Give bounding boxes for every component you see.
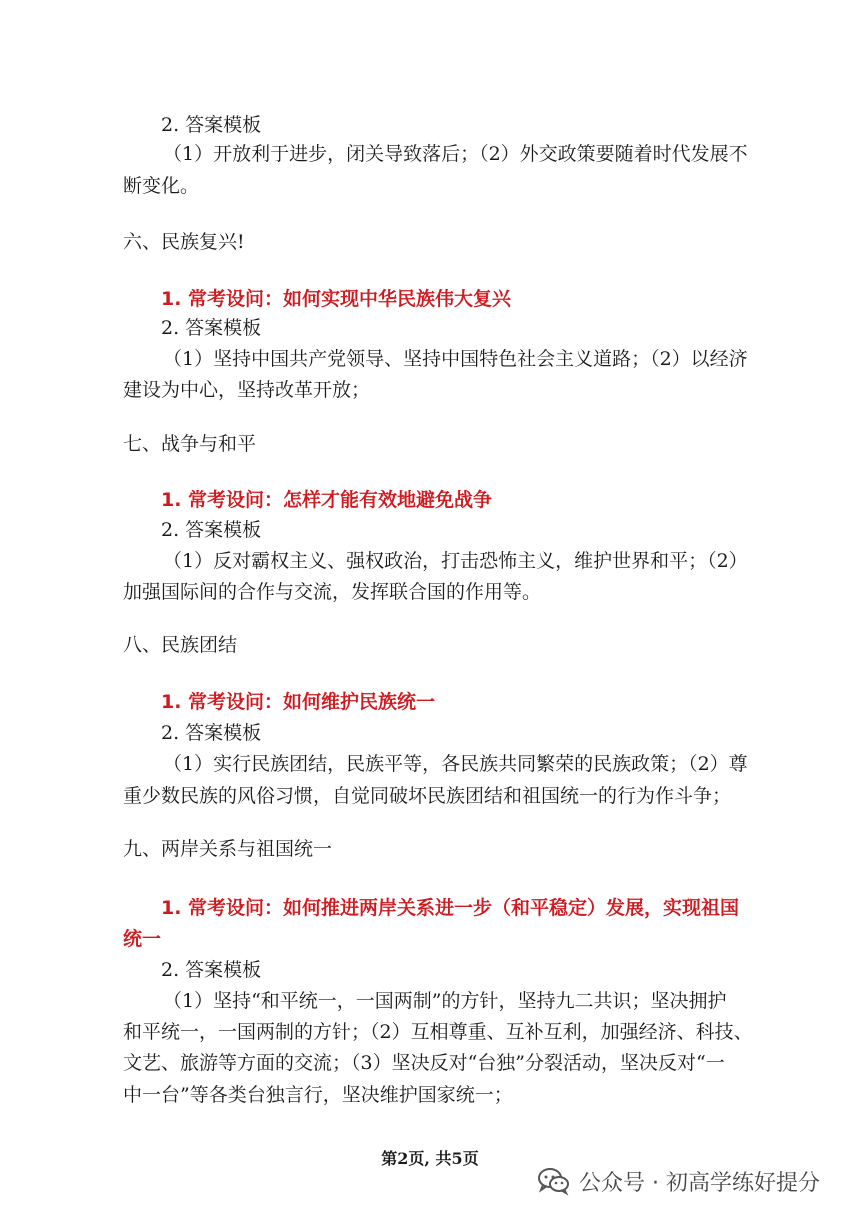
question-heading: 1. 常考设问：如何推进两岸关系进一步（和平稳定）发展，实现祖国 [161, 897, 740, 919]
answer-text: （1）坚持中国共产党领导、坚持中国特色社会主义道路；（2）以经济 [163, 348, 748, 370]
answer-template-label: 2. 答案模板 [161, 114, 262, 136]
question-heading: 1. 常考设问：如何维护民族统一 [161, 691, 436, 713]
question-heading: 1. 常考设问：如何实现中华民族伟大复兴 [161, 288, 512, 310]
answer-text: （1）反对霸权主义、强权政治，打击恐怖主义，维护世界和平；（2） [163, 550, 748, 572]
answer-template-label: 2. 答案模板 [161, 519, 262, 541]
answer-template-label: 2. 答案模板 [161, 317, 262, 339]
section-heading: 九、两岸关系与祖国统一 [123, 838, 333, 860]
answer-template-label: 2. 答案模板 [161, 722, 262, 744]
answer-text: （1）开放利于进步，闭关导致落后；（2）外交政策要随着时代发展不 [163, 143, 748, 165]
answer-text: 中一台”等各类台独言行，坚决维护国家统一； [123, 1084, 513, 1106]
watermark-text: 公众号 · 初高学练好提分 [579, 1170, 820, 1196]
section-heading: 七、战争与和平 [123, 433, 257, 455]
answer-text: 断变化。 [123, 175, 200, 197]
answer-text: （1）实行民族团结，民族平等，各民族共同繁荣的民族政策；（2）尊 [163, 753, 748, 775]
section-heading: 六、民族复兴! [123, 231, 245, 253]
answer-text: 和平统一，一国两制的方针；（2）互相尊重、互补互利，加强经济、科技、 [123, 1021, 753, 1043]
section-heading: 八、民族团结 [123, 634, 238, 656]
wechat-icon [537, 1166, 571, 1196]
answer-template-label: 2. 答案模板 [161, 959, 262, 981]
question-heading: 1. 常考设问：怎样才能有效地避免战争 [161, 489, 493, 511]
answer-text: （1）坚持“和平统一，一国两制”的方针，坚持九二共识；坚决拥护 [163, 990, 727, 1012]
answer-text: 重少数民族的风俗习惯，自觉同破坏民族团结和祖国统一的行为作斗争； [123, 785, 732, 807]
page-number: 第2页, 共5页 [381, 1149, 479, 1168]
watermark [537, 1164, 820, 1198]
answer-text: 文艺、旅游等方面的交流；（3）坚决反对“台独”分裂活动，坚决反对“一 [123, 1052, 725, 1074]
answer-text: 加强国际间的合作与交流，发挥联合国的作用等。 [123, 581, 542, 603]
question-heading: 统一 [123, 928, 162, 950]
answer-text: 建设为中心，坚持改革开放； [123, 379, 371, 401]
